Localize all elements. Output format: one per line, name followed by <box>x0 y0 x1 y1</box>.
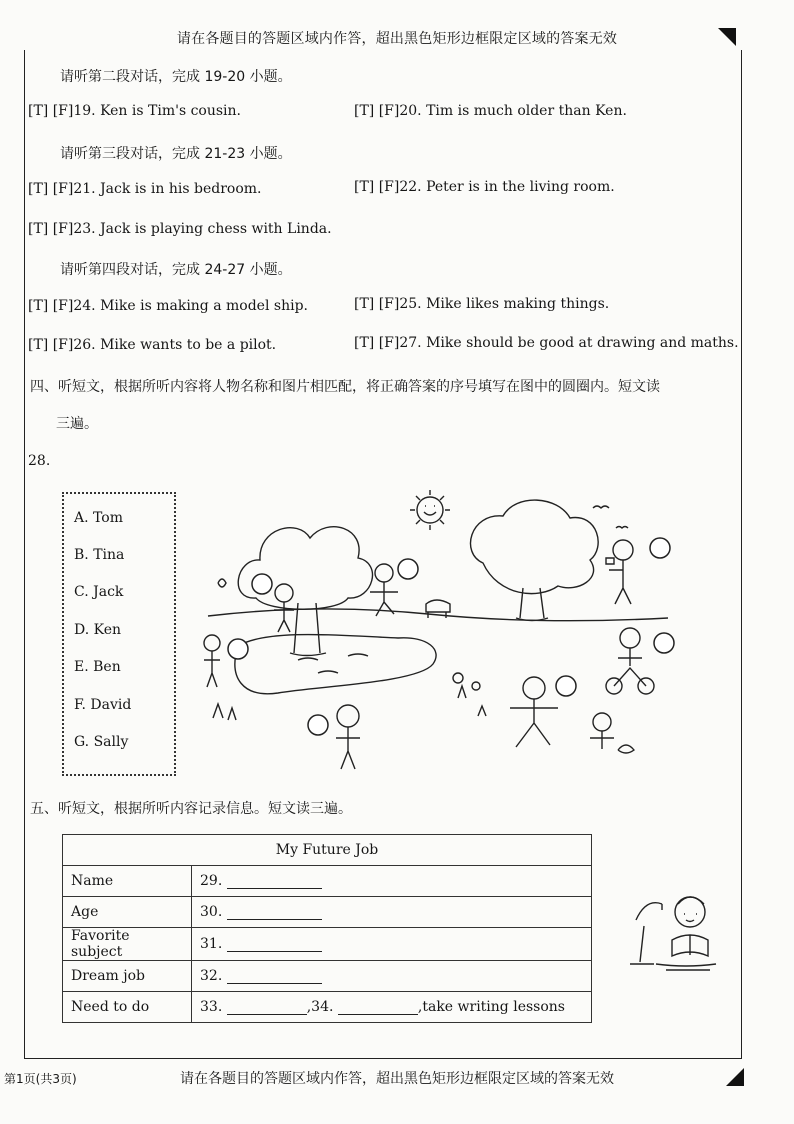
table-row <box>63 928 592 961</box>
question-26[interactable]: [T] [F]26. Mike wants to be a pilot. <box>28 337 277 353</box>
question-28-number: 28. <box>28 453 51 469</box>
row-answer[interactable]: 29. <box>192 866 592 897</box>
row-answer[interactable]: 31. <box>192 928 592 961</box>
corner-marker-top <box>718 28 736 46</box>
answer-circle <box>650 538 670 558</box>
corner-marker-bottom <box>726 1068 744 1086</box>
section-3-instruction: 请听第三段对话，完成 21-23 小题。 <box>60 146 292 162</box>
table-row <box>63 992 592 1023</box>
question-22[interactable]: [T] [F]22. Peter is in the living room. <box>354 179 615 195</box>
option-e: E. Ben <box>74 659 121 675</box>
answer-circle <box>308 715 328 735</box>
name-options-box <box>62 492 176 776</box>
table-title: My Future Job <box>63 835 592 866</box>
answer-circle <box>556 676 576 696</box>
option-g: G. Sally <box>74 734 129 750</box>
park-scene-illustration <box>198 488 684 778</box>
table-row <box>63 961 592 992</box>
answer-circle <box>654 633 674 653</box>
answer-blank-31[interactable] <box>227 937 322 952</box>
option-c: C. Jack <box>74 584 124 600</box>
section-4-instruction: 请听第四段对话，完成 24-27 小题。 <box>60 262 292 278</box>
row-label: Age <box>63 897 192 928</box>
option-f: F. David <box>74 697 132 713</box>
future-job-table <box>62 834 592 1023</box>
answer-blank-34[interactable] <box>338 1000 418 1015</box>
answer-circle <box>228 639 248 659</box>
top-answer-area-note: 请在各题目的答题区域内作答，超出黑色矩形边框限定区域的答案无效 <box>176 31 618 47</box>
page-number: 第1页(共3页) <box>4 1072 77 1086</box>
row-label: Need to do <box>63 992 192 1023</box>
question-20[interactable]: [T] [F]20. Tim is much older than Ken. <box>354 103 627 119</box>
option-a: A. Tom <box>74 510 123 526</box>
bottom-answer-area-note: 请在各题目的答题区域内作答，超出黑色矩形边框限定区域的答案无效 <box>180 1071 614 1087</box>
answer-circle <box>398 559 418 579</box>
part-4-instruction: 四、听短文，根据所听内容将人物名称和图片相匹配，将正确答案的序号填写在图中的圆圈内。短文读 <box>30 379 660 395</box>
option-d: D. Ken <box>74 622 122 638</box>
answer-blank-33[interactable] <box>227 1000 307 1015</box>
row-answer[interactable]: 33. ,34. ,take writing lessons <box>192 992 592 1023</box>
answer-blank-29[interactable] <box>227 874 322 889</box>
question-25[interactable]: [T] [F]25. Mike likes making things. <box>354 296 610 312</box>
question-23[interactable]: [T] [F]23. Jack is playing chess with Linda. <box>28 221 332 237</box>
question-24[interactable]: [T] [F]24. Mike is making a model ship. <box>28 298 308 314</box>
answer-blank-30[interactable] <box>227 905 322 920</box>
part-4-instruction-cont: 三遍。 <box>56 416 98 432</box>
table-row <box>63 866 592 897</box>
row-answer[interactable]: 32. <box>192 961 592 992</box>
row-answer[interactable]: 30. <box>192 897 592 928</box>
row-label: Dream job <box>63 961 192 992</box>
table-row <box>63 897 592 928</box>
option-b: B. Tina <box>74 547 125 563</box>
boy-reading-illustration <box>626 880 726 980</box>
row-label: Favorite subject <box>63 928 192 961</box>
question-27[interactable]: [T] [F]27. Mike should be good at drawing and maths. <box>354 335 739 351</box>
question-21[interactable]: [T] [F]21. Jack is in his bedroom. <box>28 181 262 197</box>
part-5-instruction: 五、听短文，根据所听内容记录信息。短文读三遍。 <box>30 801 352 817</box>
row-label: Name <box>63 866 192 897</box>
answer-circle <box>252 574 272 594</box>
section-2-instruction: 请听第二段对话，完成 19-20 小题。 <box>60 69 292 85</box>
answer-blank-32[interactable] <box>227 969 322 984</box>
question-19[interactable]: [T] [F]19. Ken is Tim's cousin. <box>28 103 242 119</box>
